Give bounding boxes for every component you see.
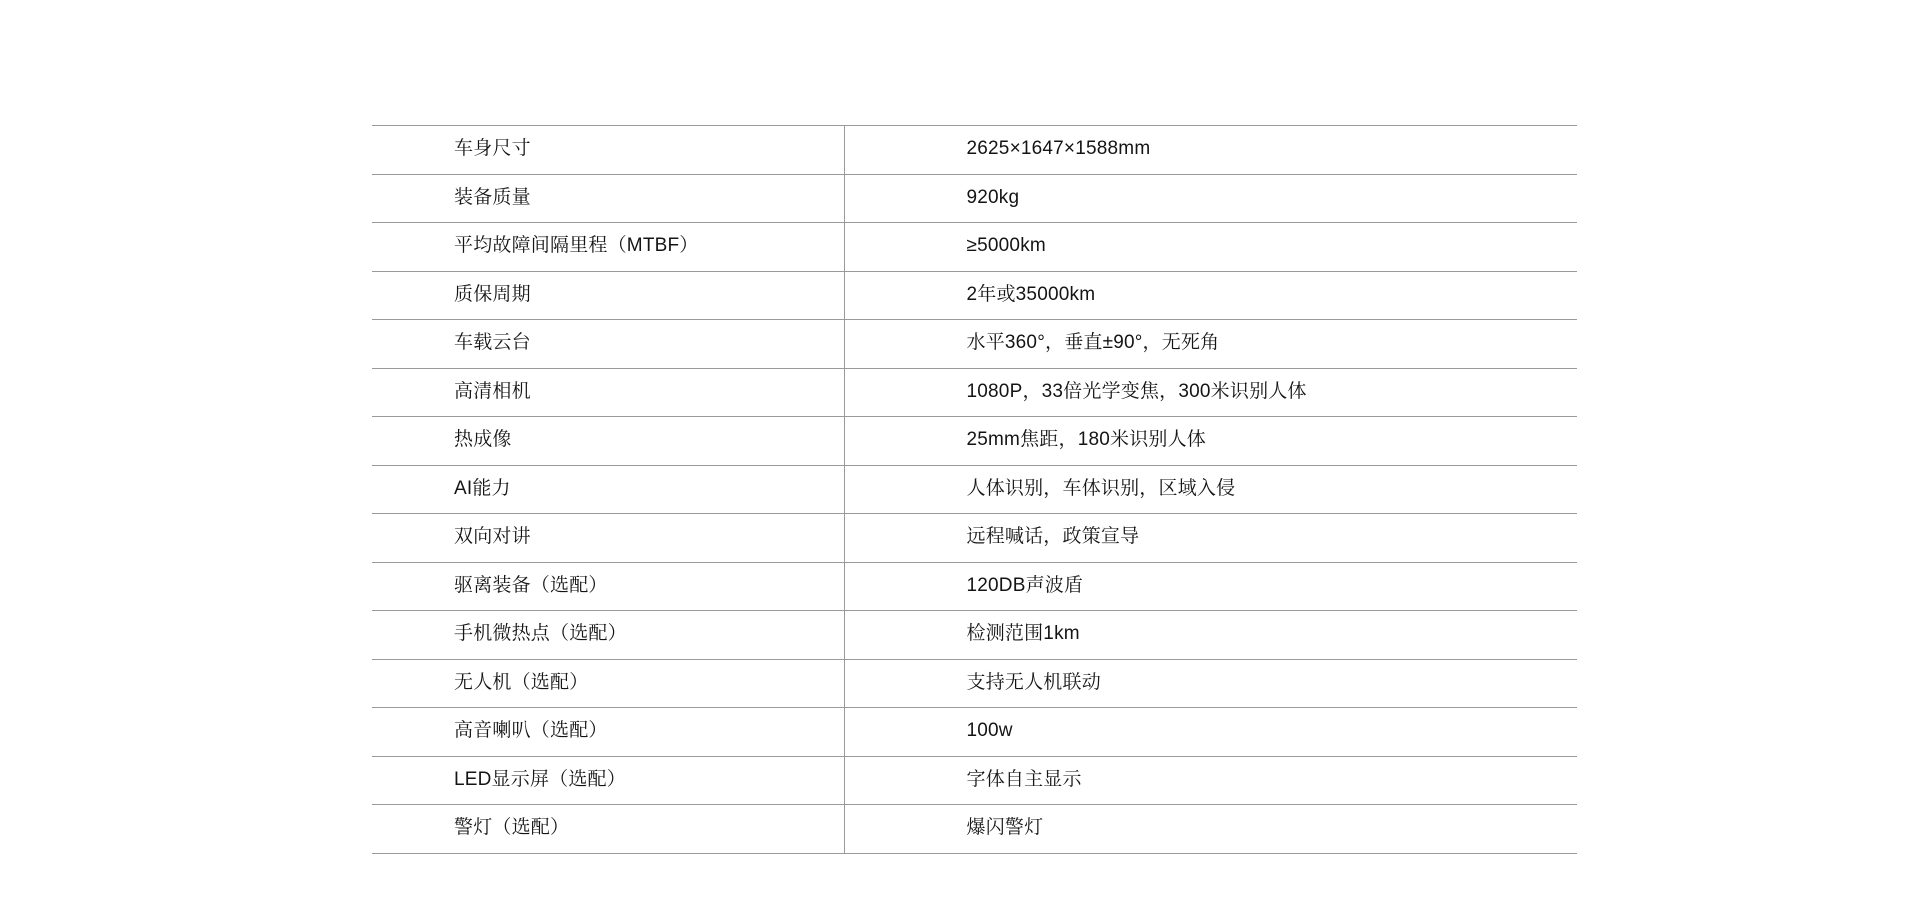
spec-label: 高音喇叭（选配） <box>372 708 844 757</box>
spec-value: 字体自主显示 <box>844 756 1577 805</box>
table-row <box>372 514 1577 563</box>
spec-label: 驱离装备（选配） <box>372 562 844 611</box>
table-row <box>372 320 1577 369</box>
table-row <box>372 805 1577 854</box>
table-row <box>372 756 1577 805</box>
table-row <box>372 659 1577 708</box>
spec-label: 警灯（选配） <box>372 805 844 854</box>
spec-label: 车身尺寸 <box>372 126 844 175</box>
table-row <box>372 611 1577 660</box>
spec-label: 双向对讲 <box>372 514 844 563</box>
table-row <box>372 562 1577 611</box>
spec-value: 水平360°，垂直±90°，无死角 <box>844 320 1577 369</box>
table-row <box>372 271 1577 320</box>
spec-label: 质保周期 <box>372 271 844 320</box>
spec-value: 2625×1647×1588mm <box>844 126 1577 175</box>
table-row <box>372 174 1577 223</box>
spec-label: AI能力 <box>372 465 844 514</box>
spec-value: ≥5000km <box>844 223 1577 272</box>
spec-value: 检测范围1km <box>844 611 1577 660</box>
spec-value: 远程喊话，政策宣导 <box>844 514 1577 563</box>
specification-table <box>372 125 1577 854</box>
spec-label: 车载云台 <box>372 320 844 369</box>
spec-label: LED显示屏（选配） <box>372 756 844 805</box>
spec-label: 高清相机 <box>372 368 844 417</box>
spec-label: 热成像 <box>372 417 844 466</box>
spec-label: 手机微热点（选配） <box>372 611 844 660</box>
spec-value: 人体识别，车体识别，区域入侵 <box>844 465 1577 514</box>
table-row <box>372 417 1577 466</box>
table-row <box>372 465 1577 514</box>
specification-table-body <box>372 126 1577 854</box>
spec-value: 1080P，33倍光学变焦，300米识别人体 <box>844 368 1577 417</box>
spec-value: 2年或35000km <box>844 271 1577 320</box>
spec-label: 无人机（选配） <box>372 659 844 708</box>
spec-value: 支持无人机联动 <box>844 659 1577 708</box>
spec-value: 120DB声波盾 <box>844 562 1577 611</box>
spec-value: 25mm焦距，180米识别人体 <box>844 417 1577 466</box>
spec-label: 装备质量 <box>372 174 844 223</box>
spec-value: 100w <box>844 708 1577 757</box>
table-row <box>372 223 1577 272</box>
spec-value: 爆闪警灯 <box>844 805 1577 854</box>
table-row <box>372 126 1577 175</box>
spec-label: 平均故障间隔里程（MTBF） <box>372 223 844 272</box>
spec-value: 920kg <box>844 174 1577 223</box>
table-row <box>372 708 1577 757</box>
table-row <box>372 368 1577 417</box>
